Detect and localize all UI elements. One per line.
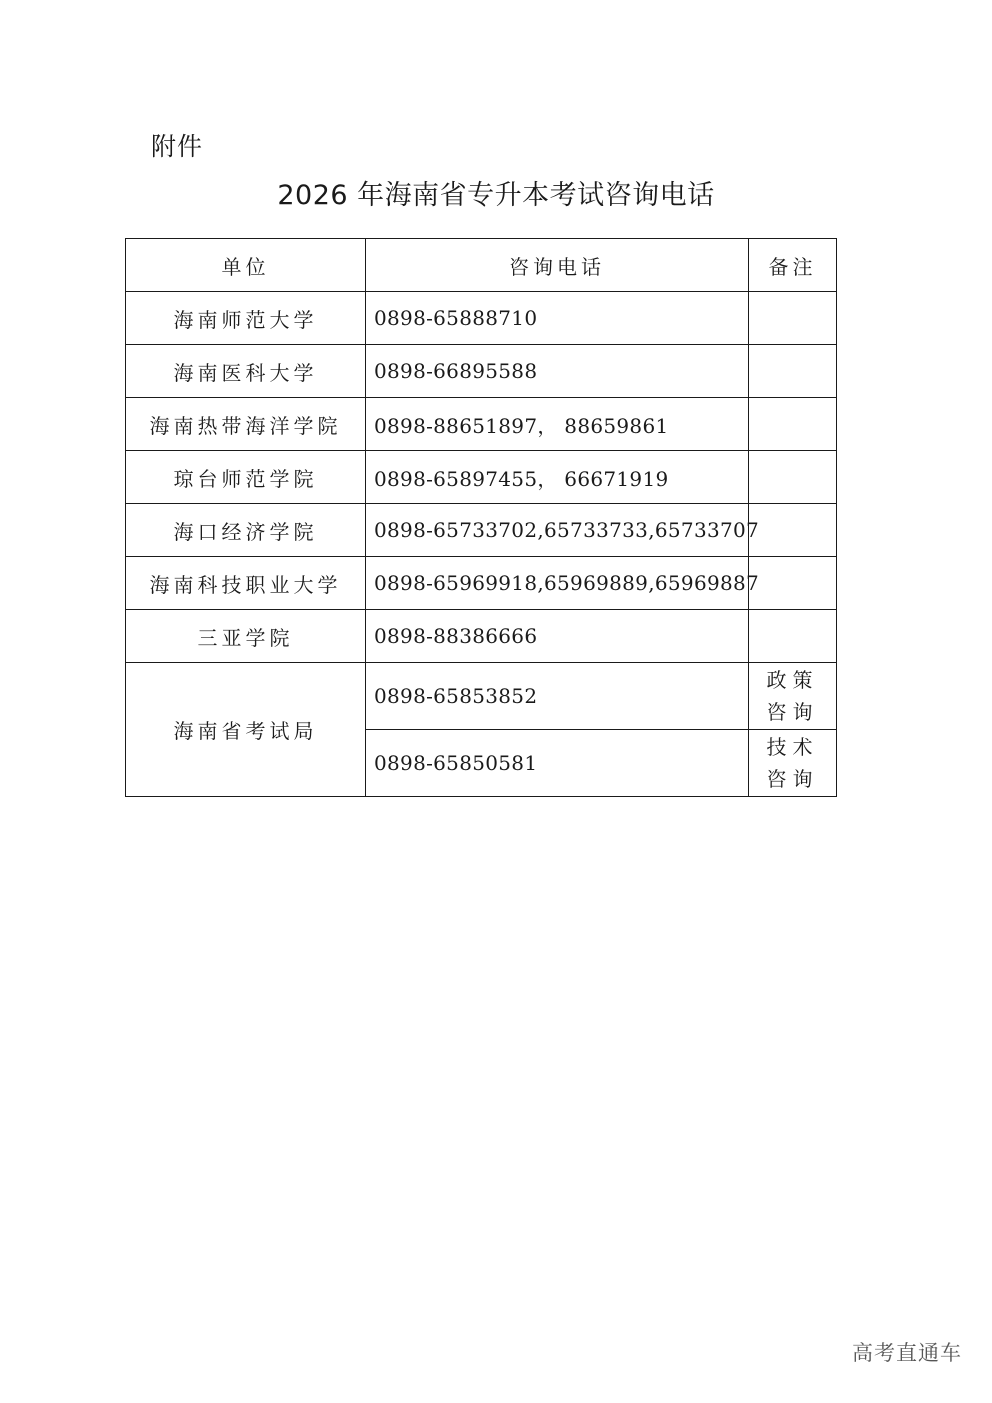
phone-cell: 0898-65897455， 66671919 [366, 451, 749, 504]
phone-cell: 0898-66895588 [366, 345, 749, 398]
table-header-row [126, 239, 837, 292]
table-row [126, 451, 837, 504]
note-policy-consult: 政策咨询 [766, 668, 819, 724]
unit-cell: 海南师范大学 [126, 292, 366, 345]
unit-cell: 海口经济学院 [126, 504, 366, 557]
header-phone: 咨询电话 [366, 239, 749, 292]
phone-cell: 0898-65853852 [366, 663, 749, 730]
note-cell [749, 557, 837, 610]
phone-cell: 0898-65969918,65969889,65969887 [366, 557, 749, 610]
document-title: 2026 年海南省专升本考试咨询电话 [277, 180, 715, 211]
phone-cell: 0898-88386666 [366, 610, 749, 663]
phone-cell: 0898-65850581 [366, 730, 749, 797]
header-note: 备注 [749, 239, 837, 292]
note-tech-consult: 技术咨询 [766, 735, 819, 791]
contact-table [125, 238, 837, 797]
header-unit: 单位 [126, 239, 366, 292]
unit-cell: 海南热带海洋学院 [126, 398, 366, 451]
note-cell [749, 663, 837, 730]
table-row-exam-bureau [126, 663, 837, 730]
unit-cell: 海南医科大学 [126, 345, 366, 398]
unit-cell: 海南科技职业大学 [126, 557, 366, 610]
note-cell [749, 292, 837, 345]
table-row [126, 345, 837, 398]
note-cell [749, 610, 837, 663]
table-row [126, 398, 837, 451]
table-row [126, 292, 837, 345]
unit-cell: 三亚学院 [126, 610, 366, 663]
watermark: 高考直通车 [852, 1341, 962, 1365]
phone-cell: 0898-65888710 [366, 292, 749, 345]
note-cell [749, 451, 837, 504]
table-row [126, 504, 837, 557]
note-cell [749, 345, 837, 398]
table-row [126, 610, 837, 663]
table-row [126, 557, 837, 610]
unit-cell: 琼台师范学院 [126, 451, 366, 504]
phone-cell: 0898-65733702,65733733,65733707 [366, 504, 749, 557]
unit-cell-exam-bureau: 海南省考试局 [126, 663, 366, 797]
note-cell [749, 504, 837, 557]
note-cell [749, 398, 837, 451]
attachment-label: 附件 [151, 132, 204, 161]
note-cell [749, 730, 837, 797]
phone-cell: 0898-88651897， 88659861 [366, 398, 749, 451]
